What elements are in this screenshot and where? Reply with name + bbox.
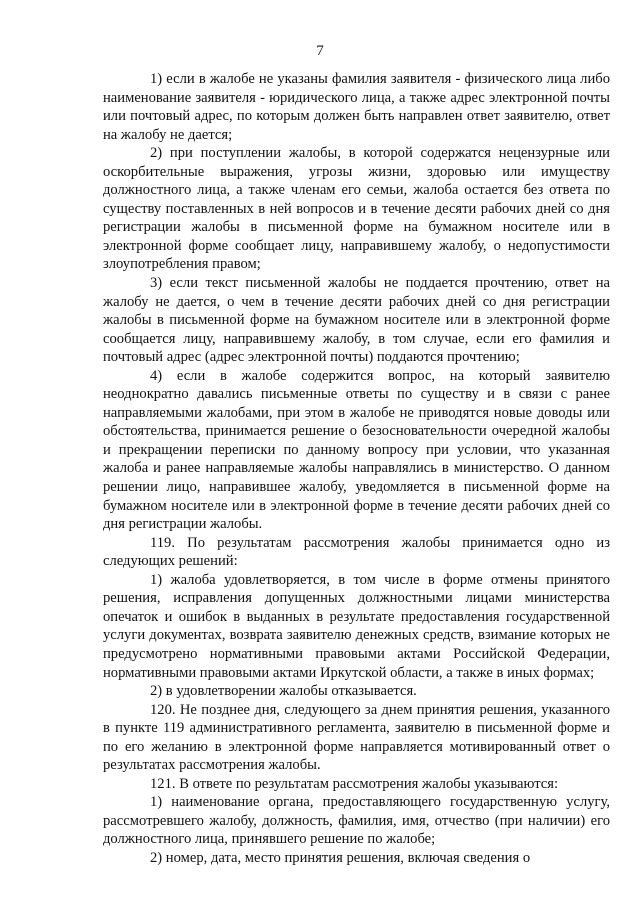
- paragraph-decision-refused: 2) в удовлетворении жалобы отказывается.: [150, 683, 417, 700]
- paragraph-clause-119: 119. По результатам рассмотрения жалобы принимается одно из следующих решений:: [103, 534, 610, 570]
- paragraph-answer-item-2: 2) номер, дата, место принятия решения, включая сведения о: [150, 849, 531, 866]
- document-body: [103, 70, 610, 868]
- paragraph-decision-satisfied: 1) жалоба удовлетворяется, в том числе в форме отмены принятого решения, исправления допущенных должностными лицами министерства опечаток и ошибок в выданных в результате предоставления государственной услуги документах, возврата заявителю денежных средств, взимание которых не предусмотрено нормативными правовыми актами Российской Федерации, нормативными правовыми актами Иркутской области, а также в иных формах;: [103, 571, 610, 681]
- page-number: 7: [316, 43, 324, 59]
- paragraph-answer-item-1: 1) наименование органа, предоставляющего государственную услугу, рассмотревшего жалобу, должность, фамилия, имя, отчество (при наличии) его должностного лица, принявшего решение по жалобе;: [103, 794, 610, 848]
- paragraph-clause-121: 121. В ответе по результатам рассмотрения жалобы указываются:: [150, 775, 559, 792]
- paragraph-item-2-obscene-language: 2) при поступлении жалобы, в которой содержатся нецензурные или оскорбительные выражения, угрозы жизни, здоровью или имуществу должностного лица, а также членам его семьи, жалоба остается без ответа по существу поставленных в ней вопросов и в течение десяти рабочих дней со дня регистрации жалобы в письменной форме на бумажном носителе или в электронной форме сообщает лицу, направившему жалобу, о недопустимости злоупотребления правом;: [103, 145, 610, 273]
- paragraph-clause-120: 120. Не позднее дня, следующего за днем принятия решения, указанного в пункте 119 административного регламента, заявителю в письменной форме и по его желанию в электронной форме направляется мотивированный ответ о результатах рассмотрения жалобы.: [103, 701, 610, 774]
- paragraph-item-4-repeated-question: 4) если в жалобе содержится вопрос, на который заявителю неоднократно давались письменные ответы по существу и в связи с ранее направляемыми жалобами, при этом в жалобе не приводятся новые доводы или обстоятельства, принимается решение о безосновательности очередной жалобы и прекращении переписки по данному вопросу при условии, что указанная жалоба и ранее направляемые жалобы направлялись в министерство. О данном решении лицо, направившее жалобу, уведомляется в письменной форме на бумажном носителе или в электронной форме в течение десяти рабочих дней со дня регистрации жалобы.: [103, 367, 610, 533]
- paragraph-item-1-no-surname: 1) если в жалобе не указаны фамилия заявителя - физического лица либо наименование заявителя - юридического лица, а также адрес электронной почты или почтовый адрес, по которым должен быть направлен ответ заявителю, ответ на жалобу не дается;: [103, 71, 610, 143]
- paragraph-item-3-unreadable-text: 3) если текст письменной жалобы не поддается прочтению, ответ на жалобу не дается, о чем в течение десяти рабочих дней со дня регистрации жалобы в письменной форме на бумажном носителе или в электронной форме сообщается лицу, направившему жалобу, в том случае, если его фамилия и почтовый адрес (адрес электронной почты) поддаются прочтению;: [103, 275, 610, 366]
